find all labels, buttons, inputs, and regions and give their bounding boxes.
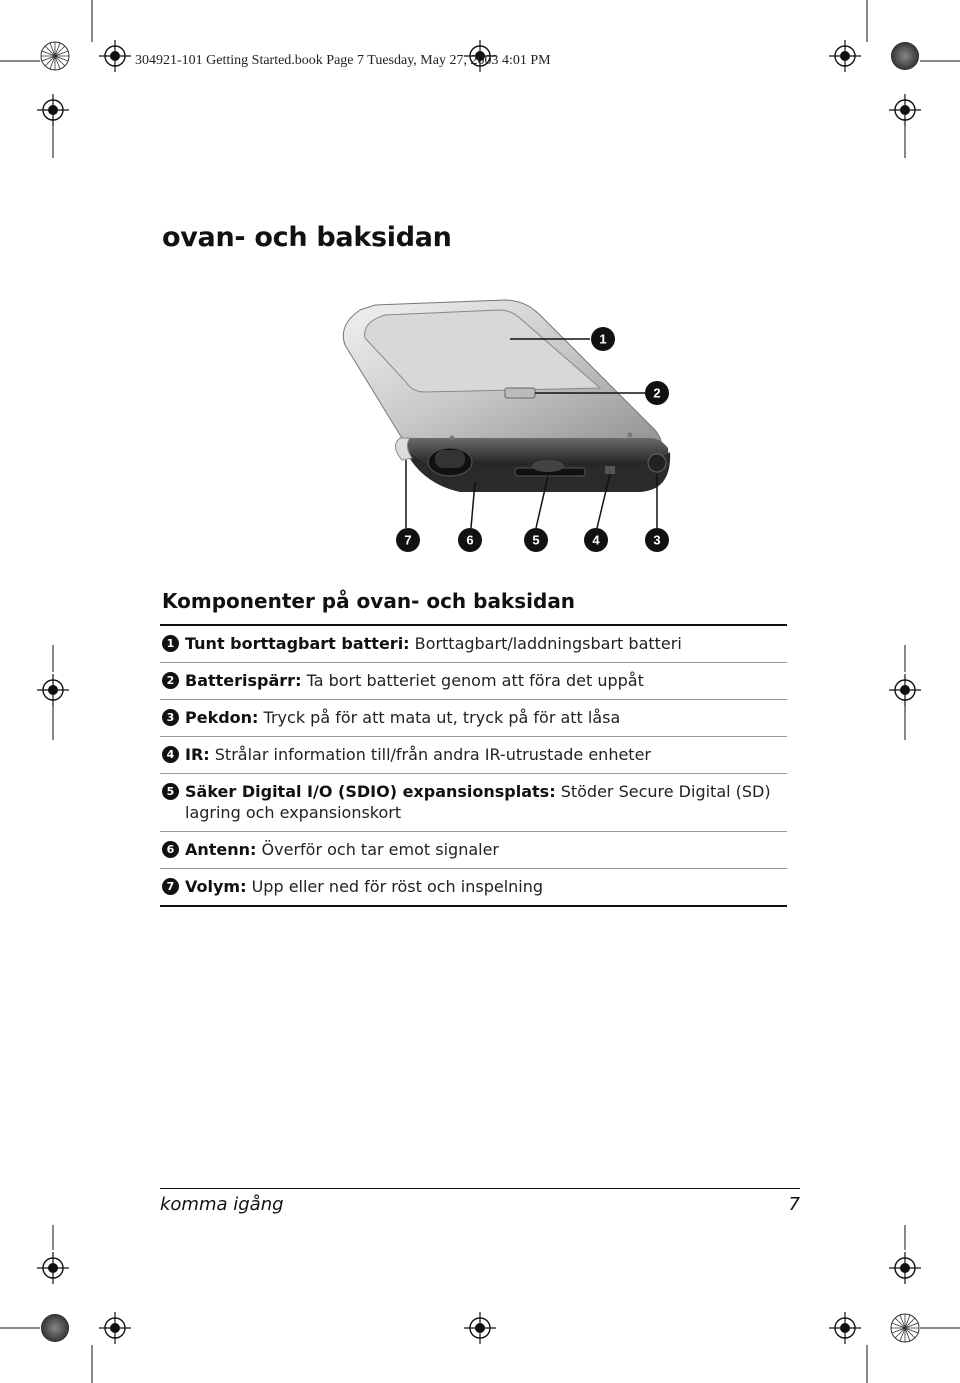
callout-7-label: 7 [404,532,412,548]
number-badge: 5 [162,783,179,800]
number-badge: 1 [162,635,179,652]
table-bottom-rule [160,905,787,907]
callout-5-label: 5 [532,532,540,548]
component-description: Stöder Secure Digital (SD) lagring och expansionskort [185,782,771,822]
callout-3-label: 3 [653,532,661,548]
callout-6 [458,528,482,552]
component-description: Ta bort batteriet genom att föra det uppåt [306,671,644,690]
callout-5 [524,528,548,552]
component-description: Överför och tar emot signaler [261,840,499,859]
components-table [160,624,787,907]
component-row [160,868,787,905]
section-title: Komponenter på ovan- och baksidan [162,589,576,613]
callout-2 [645,381,669,405]
footer-section-name: komma igång [160,1194,284,1215]
callout-4-label: 4 [592,532,600,548]
callout-6-label: 6 [466,532,474,548]
component-description: Tryck på för att mata ut, tryck på för att låsa [263,708,621,727]
callout-4 [584,528,608,552]
component-row [160,831,787,868]
component-term: IR: [185,745,210,764]
component-description: Borttagbart/laddningsbart batteri [414,634,682,653]
component-row [160,699,787,736]
number-badge: 2 [162,672,179,689]
number-badge: 6 [162,841,179,858]
component-term: Tunt borttagbart batteri: [185,634,410,653]
callout-1-label: 1 [599,331,607,347]
component-term: Batterispärr: [185,671,302,690]
book-slug-line: 304921-101 Getting Started.book Page 7 Tuesday, May 27, 2003 4:01 PM [135,53,551,68]
page-title: ovan- och baksidan [162,222,452,253]
number-badge: 7 [162,878,179,895]
component-term: Säker Digital I/O (SDIO) expansionsplats: [185,782,556,801]
callout-1 [591,327,615,351]
component-description: Strålar information till/från andra IR-utrustade enheter [214,745,651,764]
component-term: Antenn: [185,840,257,859]
component-row [160,662,787,699]
callout-2-label: 2 [653,385,661,401]
callout-3 [645,528,669,552]
component-term: Volym: [185,877,247,896]
page-footer [160,1188,800,1215]
number-badge: 4 [162,746,179,763]
component-row [160,624,787,662]
component-term: Pekdon: [185,708,259,727]
component-row [160,773,787,831]
device-illustration [160,270,800,560]
number-badge: 3 [162,709,179,726]
component-row [160,736,787,773]
component-description: Upp eller ned för röst och inspelning [251,877,544,896]
footer-page-number: 7 [788,1194,800,1215]
callout-7 [396,528,420,552]
